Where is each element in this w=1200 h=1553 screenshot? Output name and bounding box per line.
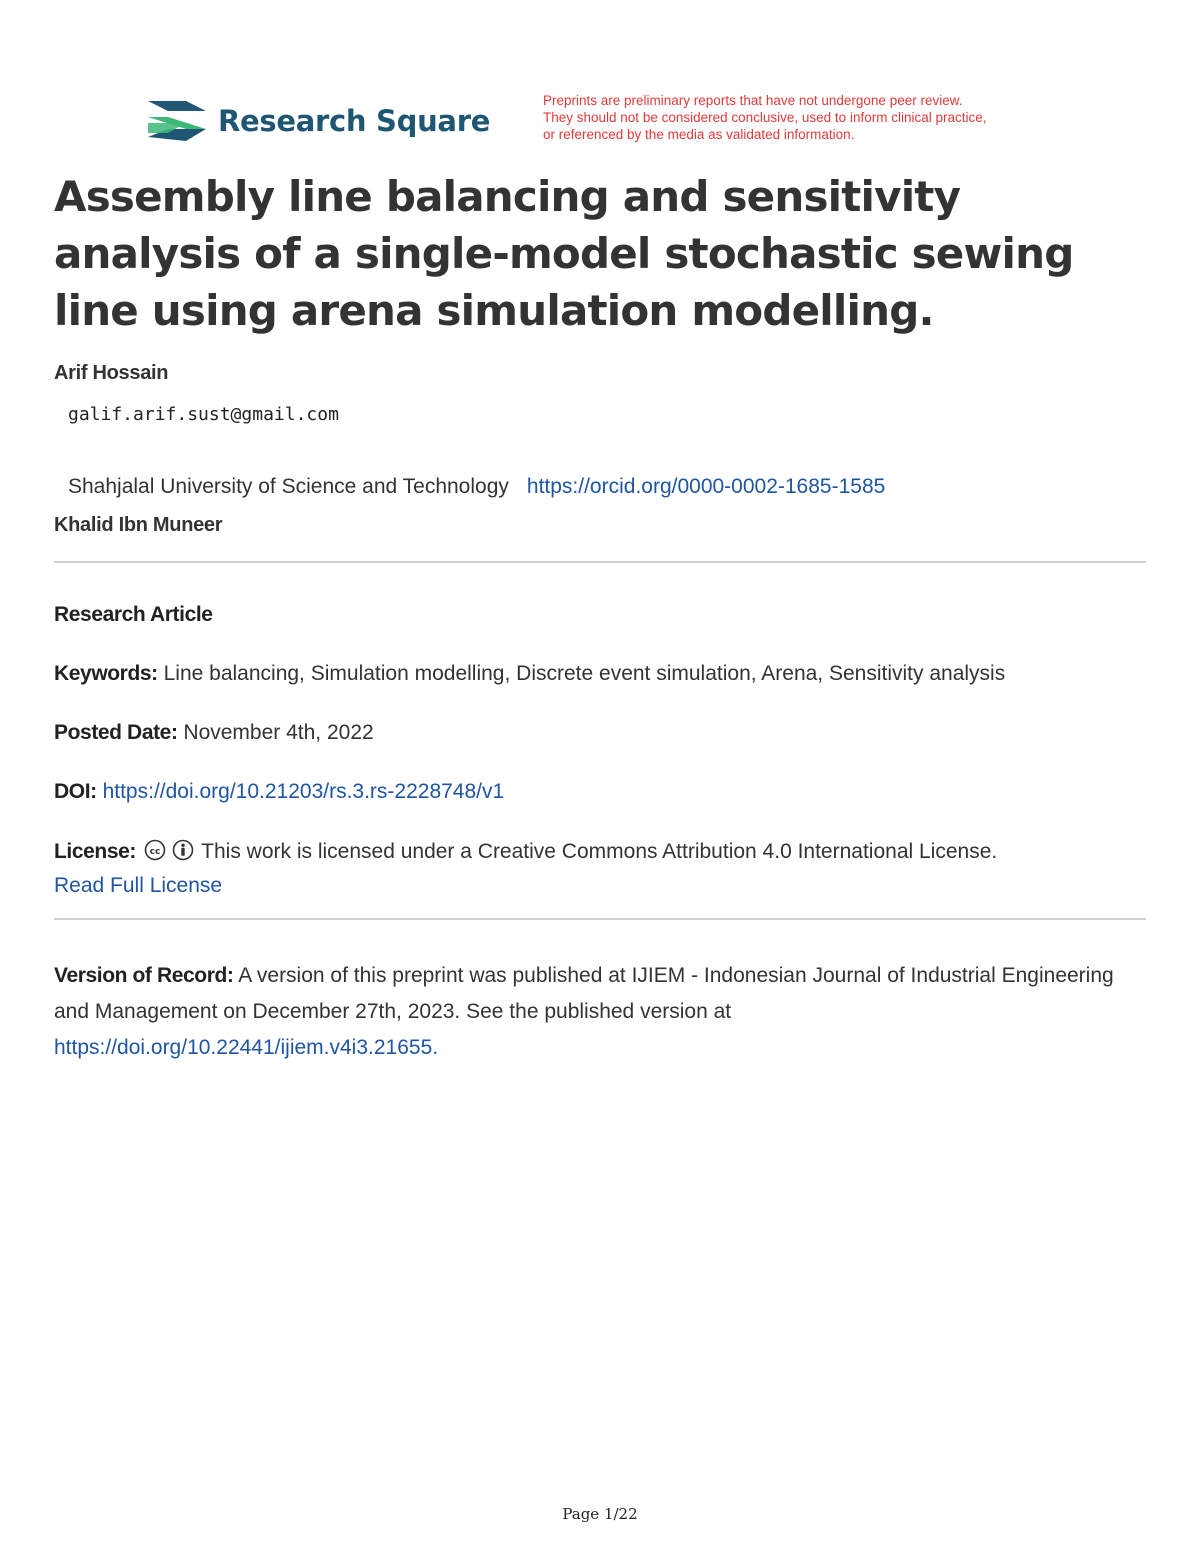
keywords-row: [54, 662, 1005, 686]
svg-text:cc: cc: [149, 847, 161, 857]
posted-date-label: Posted Date:: [54, 721, 178, 744]
research-square-logo-icon: [146, 99, 208, 143]
license-label: License:: [54, 840, 136, 863]
license-text: This work is licensed under a Creative Commons Attribution 4.0 International License.: [201, 840, 998, 863]
version-of-record-text: A version of this preprint was published at IJIEM - Indonesian Journal of Industrial Engineering and Management on December 27th, 2023. See the published version at: [54, 964, 1114, 1023]
keywords-value: Line balancing, Simulation modelling, Discrete event simulation, Arena, Sensitivity analysis: [163, 662, 1006, 685]
article-title: Assembly line balancing and sensitivity analysis of a single-model stochastic sewing line using arena simulation modelling.: [54, 172, 1074, 335]
posted-date-row: [54, 721, 374, 745]
posted-date-value: November 4th, 2022: [183, 721, 374, 744]
orcid-link[interactable]: https://orcid.org/0000-0002-1685-1585: [526, 475, 886, 498]
published-version-link[interactable]: https://doi.org/10.22441/ijiem.v4i3.21655.: [54, 1036, 439, 1059]
affiliation-name: Shahjalal University of Science and Technology: [68, 475, 509, 498]
article-type: Research Article: [54, 603, 213, 626]
author-affiliation: [68, 475, 885, 499]
doi-row: [54, 780, 504, 804]
logo-text: Research Square: [218, 104, 491, 138]
page-number: Page 1/22: [562, 1505, 638, 1523]
research-square-logo[interactable]: [146, 96, 490, 146]
version-of-record-label: Version of Record:: [54, 964, 234, 987]
divider: [54, 918, 1146, 920]
read-full-license-link[interactable]: Read Full License: [54, 874, 223, 897]
doi-link[interactable]: https://doi.org/10.21203/rs.3.rs-2228748/v1: [102, 780, 505, 803]
license-link-row: [54, 874, 222, 898]
disclaimer-line: They should not be considered conclusive, used to inform clinical practice,: [543, 110, 987, 125]
preprint-disclaimer: [543, 92, 1083, 143]
keywords-label: Keywords:: [54, 662, 158, 685]
doi-label: DOI:: [54, 780, 97, 803]
author-name: Khalid Ibn Muneer: [54, 514, 223, 536]
disclaimer-line: Preprints are preliminary reports that have not undergone peer review.: [543, 93, 963, 108]
author-email[interactable]: galif.arif.sust@gmail.com: [68, 404, 339, 425]
author-name: Arif Hossain: [54, 362, 169, 384]
attribution-icon: [172, 839, 194, 861]
divider: [54, 561, 1146, 563]
cc-icon: [144, 839, 166, 861]
license-row: [54, 839, 997, 867]
license-icons: [144, 839, 194, 867]
disclaimer-line: or referenced by the media as validated information.: [543, 127, 855, 142]
version-of-record: [54, 958, 1146, 1066]
